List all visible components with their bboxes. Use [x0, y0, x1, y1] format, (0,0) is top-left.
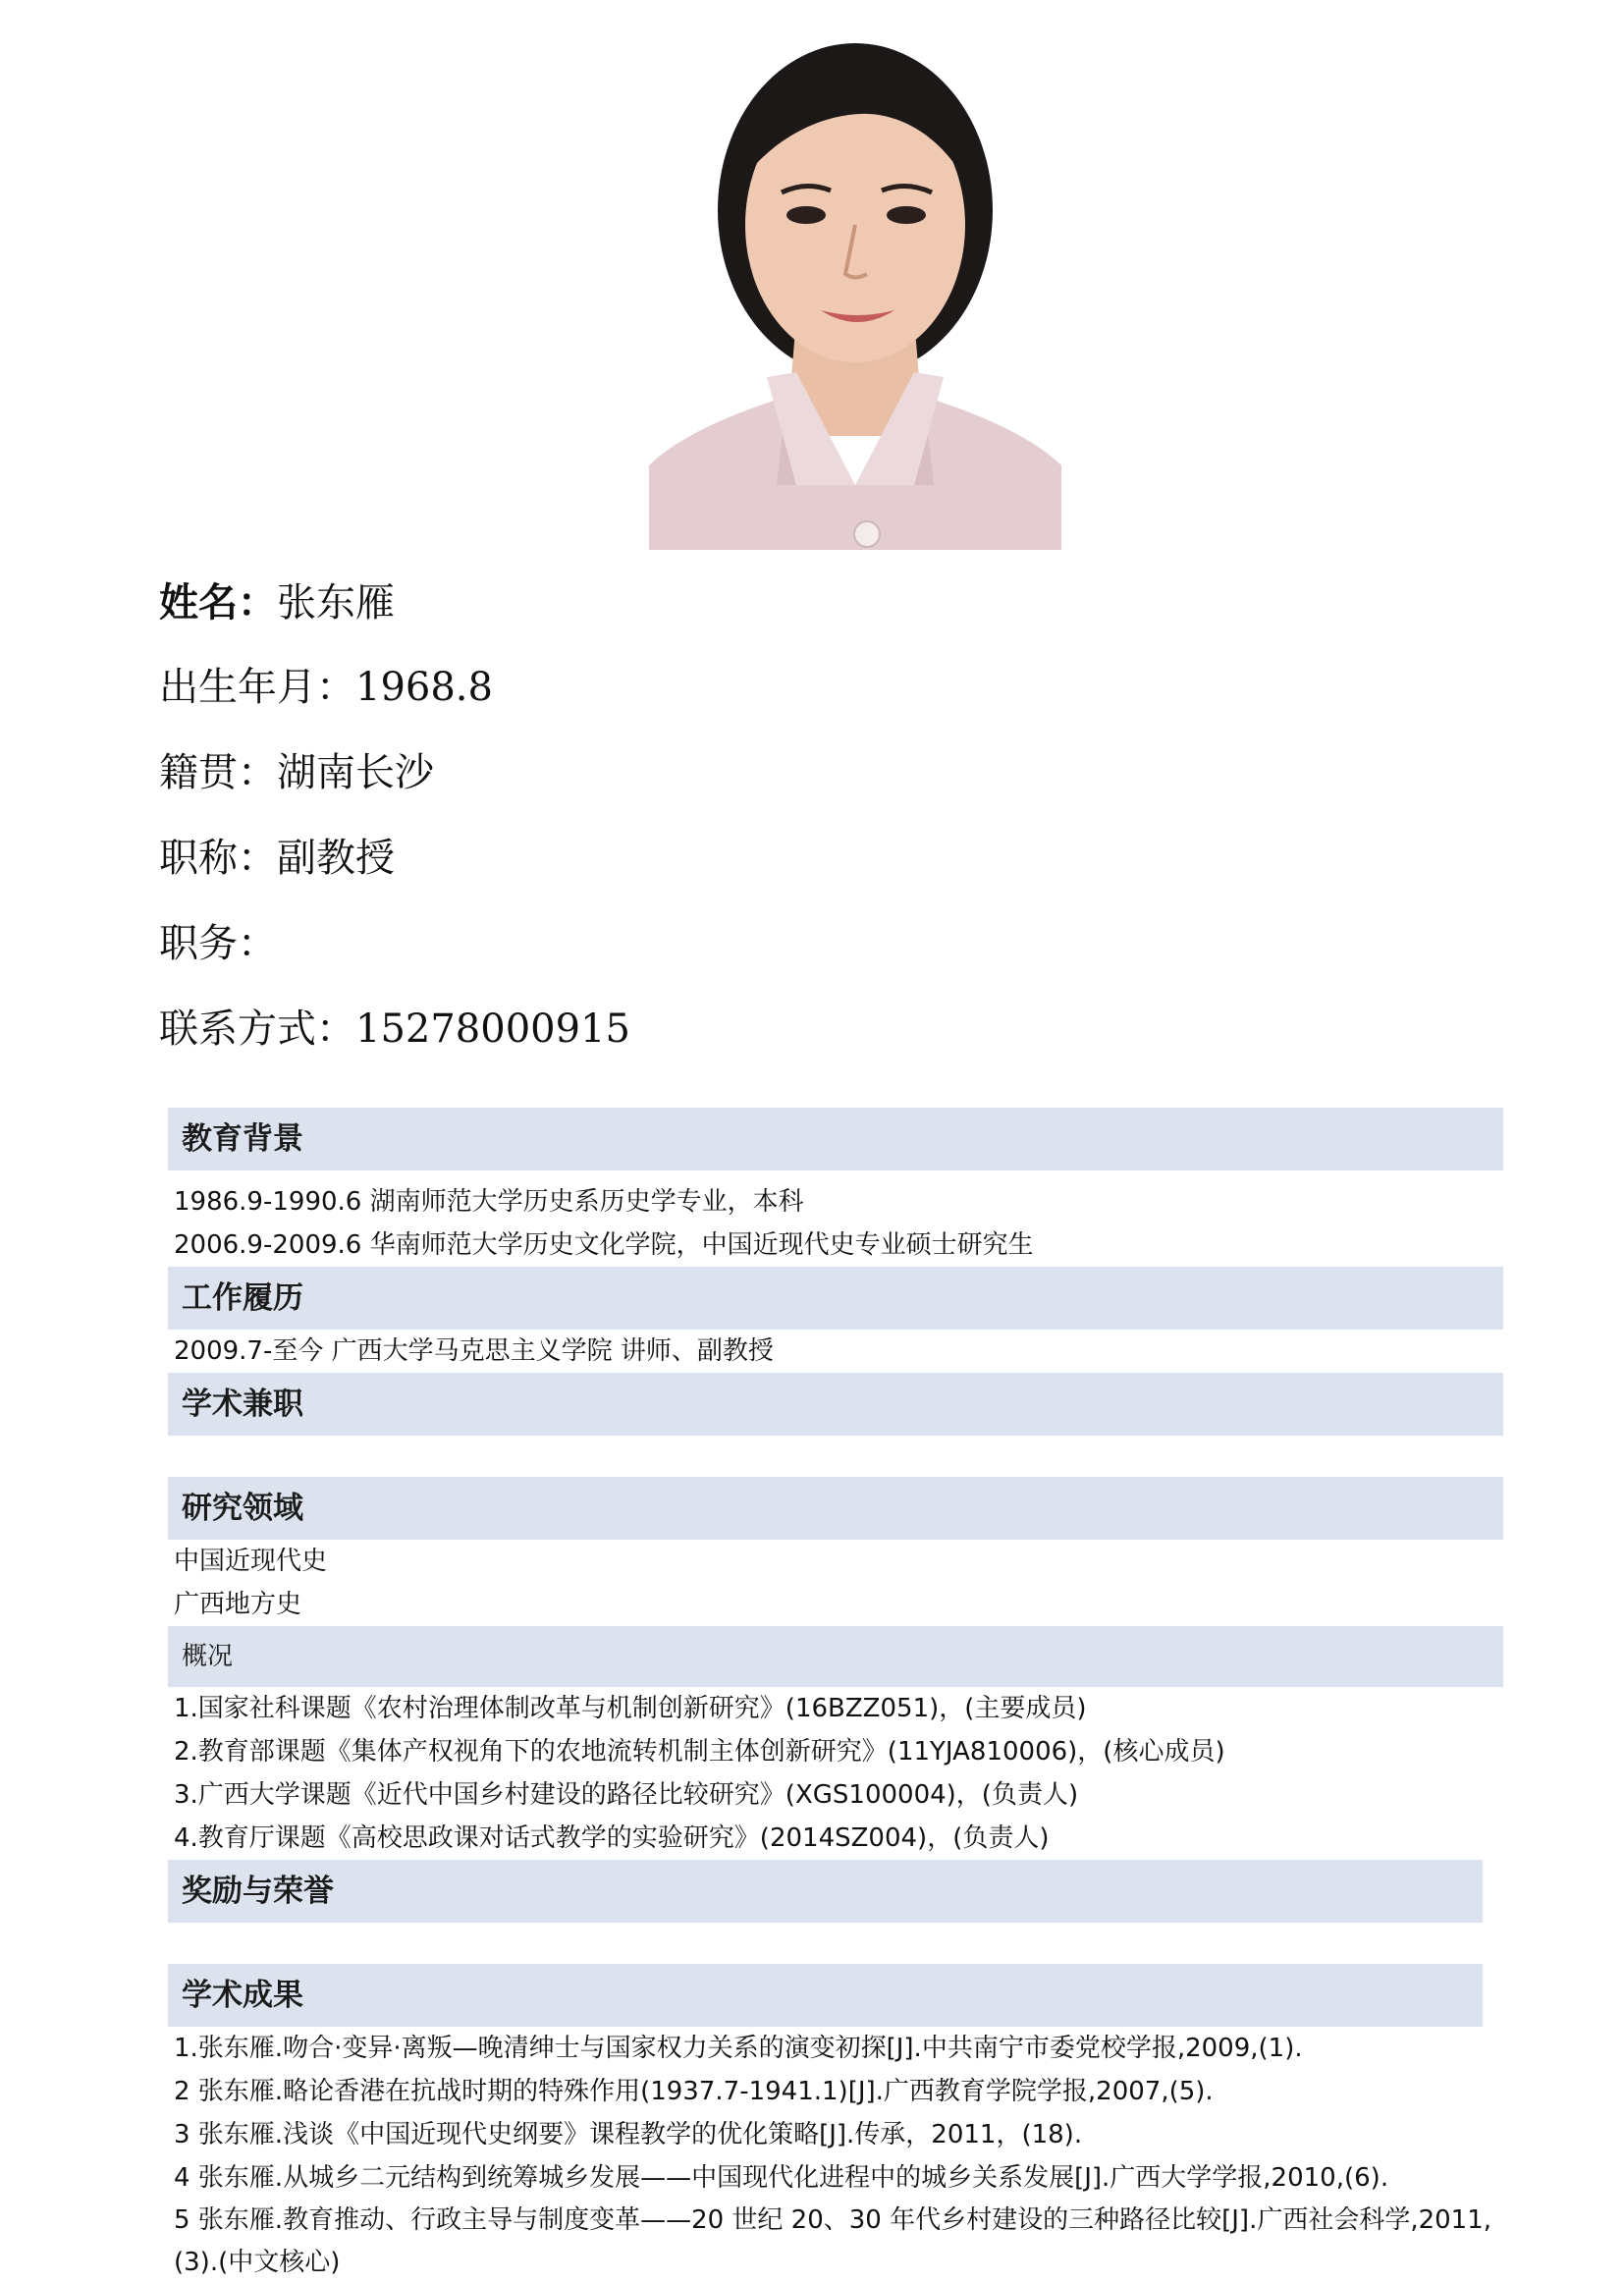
title-row	[159, 816, 1435, 901]
birth-value: 1968.8	[355, 665, 493, 710]
name-row	[159, 560, 1435, 645]
research-heading: 研究领域	[168, 1477, 1503, 1540]
overview-item: 1.国家社科课题《农村治理体制改革与机制创新研究》(16BZZ051)，(主要成员)	[174, 1694, 1087, 1723]
contact-row	[159, 987, 1435, 1072]
title-value: 副教授	[277, 836, 395, 881]
origin-label: 籍贯：	[159, 750, 277, 795]
profile-sections	[168, 1108, 1503, 2284]
name-label: 姓名：	[159, 579, 277, 625]
overview-item: 4.教育厅课题《高校思政课对话式教学的实验研究》(2014SZ004)，(负责人)	[174, 1823, 1050, 1853]
title-label: 职称：	[159, 836, 277, 881]
position-row	[159, 901, 1435, 987]
overview-item: 2.教育部课题《集体产权视角下的农地流转机制主体创新研究》(11YJA810006)，(核心成员)	[174, 1737, 1225, 1767]
work-item: 2009.7-至今 广西大学马克思主义学院 讲师、副教授	[174, 1336, 774, 1366]
research-item: 中国近现代史	[174, 1547, 328, 1576]
origin-value: 湖南长沙	[277, 750, 434, 795]
contact-label: 联系方式：	[159, 1006, 355, 1052]
position-label: 职务：	[159, 921, 277, 966]
achievement-item: 4 张东雁.从城乡二元结构到统筹城乡发展——中国现代化进程中的城乡关系发展[J].广西大学学报,2010,(6).	[174, 2163, 1389, 2193]
education-heading: 教育背景	[168, 1108, 1503, 1170]
contact-value: 15278000915	[355, 1006, 630, 1052]
education-item: 1986.9-1990.6 湖南师范大学历史系历史学专业，本科	[174, 1187, 804, 1217]
overview-heading: 概况	[168, 1626, 1503, 1687]
origin-row	[159, 731, 1435, 816]
academic-posts-heading: 学术兼职	[168, 1373, 1503, 1436]
basic-info	[159, 560, 1435, 1072]
name-value: 张东雁	[277, 580, 395, 625]
education-item: 2006.9-2009.6 华南师范大学历史文化学院，中国近现代史专业硕士研究生	[174, 1230, 1034, 1260]
achievement-item: 2 张东雁.略论香港在抗战时期的特殊作用(1937.7-1941.1)[J].广西教育学院学报,2007,(5).	[174, 2077, 1214, 2106]
overview-item: 3.广西大学课题《近代中国乡村建设的路径比较研究》(XGS100004)，(负责人)	[174, 1780, 1079, 1810]
research-item: 广西地方史	[174, 1590, 302, 1619]
achievement-item: 3 张东雁.浅谈《中国近现代史纲要》课程教学的优化策略[J].传承，2011，(18).	[174, 2120, 1083, 2149]
work-heading: 工作履历	[168, 1267, 1503, 1330]
birth-label: 出生年月：	[159, 665, 355, 710]
awards-heading: 奖励与荣誉	[168, 1860, 1483, 1923]
achievement-item: 1.张东雁.吻合·变异·离叛—晚清绅士与国家权力关系的演变初探[J].中共南宁市委党校学报,2009,(1).	[174, 2034, 1303, 2063]
portrait-photo	[649, 24, 1061, 550]
achievements-heading: 学术成果	[168, 1964, 1483, 2027]
birth-row	[159, 645, 1435, 731]
achievement-item: 5 张东雁.教育推动、行政主导与制度变革——20 世纪 20、30 年代乡村建设的三种路径比较[J].广西社会科学,2011,(3).(中文核心)	[174, 2205, 1492, 2277]
